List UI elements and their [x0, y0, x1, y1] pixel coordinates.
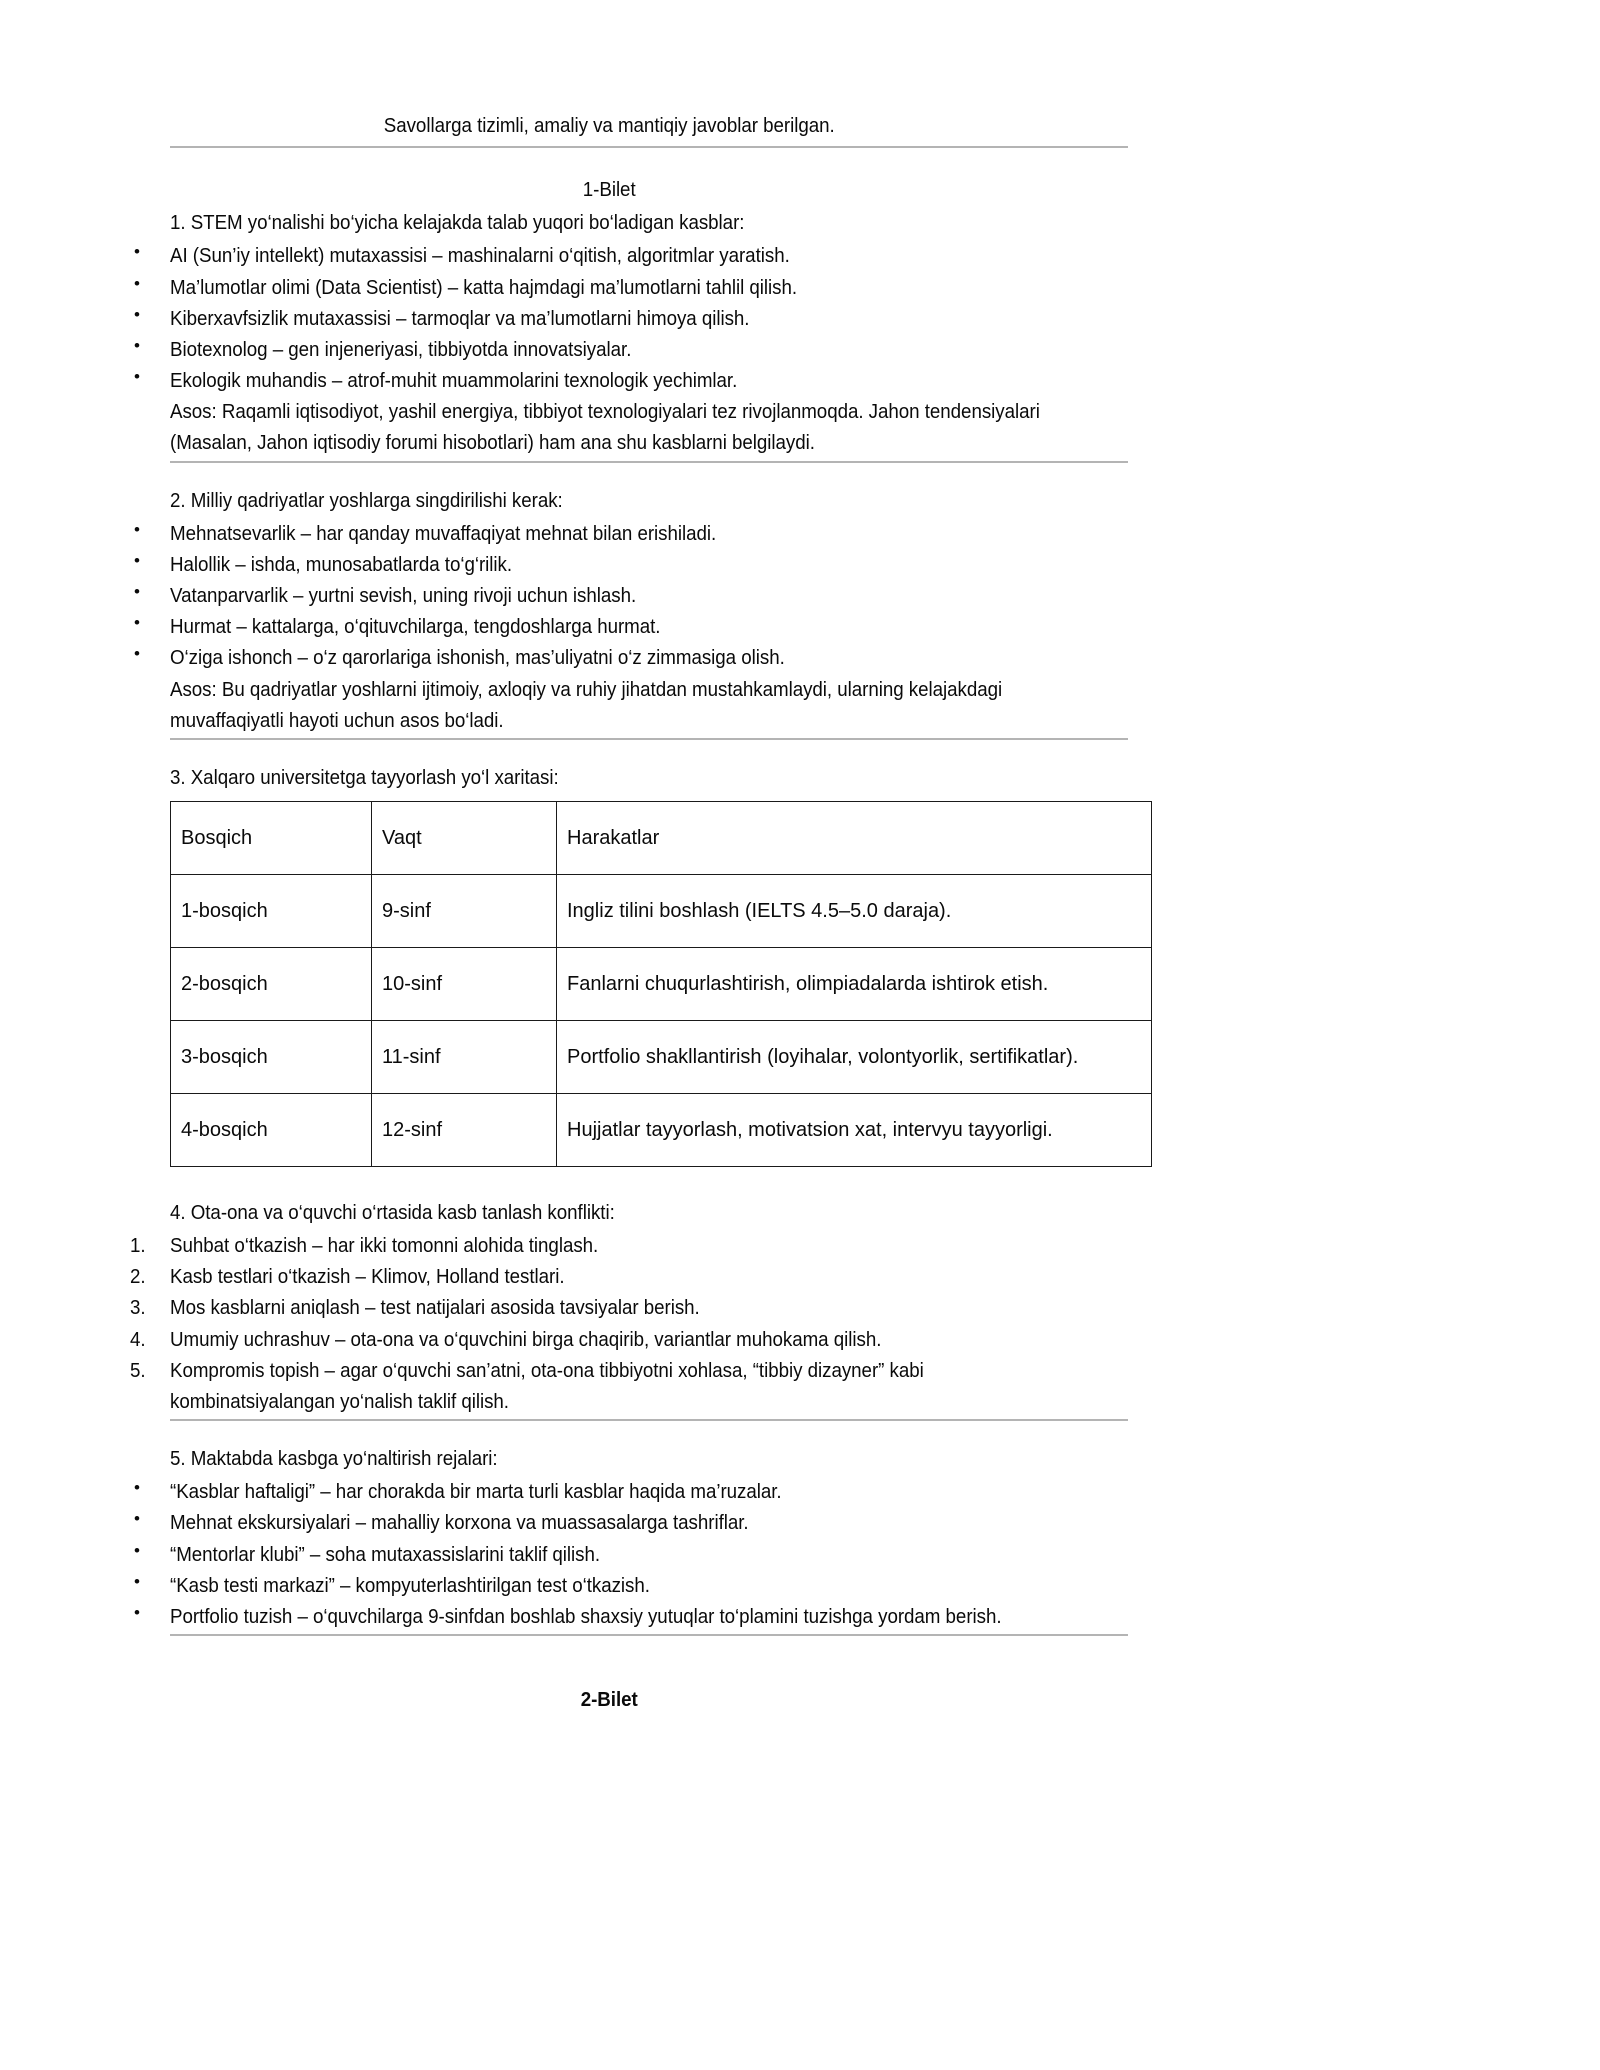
list-item — [134, 1570, 1130, 1601]
list-item — [134, 272, 1130, 303]
column-header-harakatlar: Harakatlar — [557, 801, 1152, 874]
list-item — [134, 1476, 1130, 1507]
list-item-label: AI (Sun’iy intellekt) mutaxassisi – mashinalarni o‘qitish, algoritmlar yaratish. — [170, 244, 790, 268]
list-item — [134, 1601, 1130, 1632]
list-item-label: O‘ziga ishonch – o‘z qarorlariga ishonish, mas’uliyatni o‘z zimmasiga olish. — [170, 646, 785, 670]
header-divider — [170, 146, 1128, 148]
section-1-note-line-2: (Masalan, Jahon iqtisodiy forumi hisobotlari) ham ana shu kasblarni belgilaydi. — [170, 431, 815, 455]
roadmap-table — [170, 801, 1152, 1167]
list-item — [134, 611, 1130, 642]
list-item-label: Biotexnolog – gen injeneriyasi, tibbiyotda innovatsiyalar. — [170, 337, 632, 361]
bullet-icon: • — [134, 367, 140, 387]
spacer — [170, 463, 1130, 485]
cell-time: 11-sinf — [372, 1020, 557, 1093]
list-item — [134, 1539, 1130, 1570]
list-item — [130, 1355, 1130, 1386]
bullet-icon: • — [134, 1571, 140, 1591]
list-item-label: Portfolio tuzish – o‘quvchilarga 9-sinfdan boshlab shaxsiy yutuqlar to‘plamini tuzishga yordam berish. — [170, 1604, 1002, 1628]
ticket-title: 1-Bilet — [582, 178, 636, 202]
list-item-number: 4. — [130, 1327, 146, 1351]
section-1-note-line-1: Asos: Raqamli iqtisodiyot, yashil energiya, tibbiyot texnologiyalari tez rivojlanmoqda. Jahon tendensiyalari — [170, 400, 1040, 424]
list-item — [134, 518, 1130, 549]
section-2-heading: 2. Milliy qadriyatlar yoshlarga singdirilishi kerak: — [170, 488, 563, 512]
column-header-bosqich: Bosqich — [171, 801, 372, 874]
list-item — [134, 334, 1130, 365]
bullet-icon: • — [134, 1509, 140, 1529]
section-2-note-line-1: Asos: Bu qadriyatlar yoshlarni ijtimoiy, axloqiy va ruhiy jihatdan mustahkamlaydi, ularning kelajakdagi — [170, 677, 1003, 701]
section-5-heading: 5. Maktabda kasbga yo‘naltirish rejalari: — [170, 1447, 498, 1471]
bullet-icon: • — [134, 582, 140, 602]
bullet-icon: • — [134, 519, 140, 539]
section-2-note-line-2: muvaffaqiyatli hayoti uchun asos bo‘ladi. — [170, 708, 504, 732]
list-item-label: Suhbat o‘tkazish – har ikki tomonni alohida tinglash. — [170, 1234, 599, 1258]
table-row — [171, 874, 1152, 947]
list-item — [134, 303, 1130, 334]
list-item-label: “Mentorlar klubi” – soha mutaxassislarini taklif qilish. — [170, 1542, 601, 1566]
spacer — [170, 1167, 1130, 1197]
cell-actions: Ingliz tilini boshlash (IELTS 4.5–5.0 daraja). — [557, 874, 1152, 947]
list-item-label: Mehnatsevarlik – har qanday muvaffaqiyat mehnat bilan erishiladi. — [170, 521, 717, 545]
bullet-icon: • — [134, 273, 140, 293]
list-item-label: “Kasblar haftaligi” – har chorakda bir marta turli kasblar haqida ma’ruzalar. — [170, 1480, 782, 1504]
list-item-number: 2. — [130, 1265, 146, 1289]
list-item-label: Vatanparvarlik – yurtni sevish, uning rivoji uchun ishlash. — [170, 584, 637, 608]
section-4-heading: 4. Ota-ona va o‘quvchi o‘rtasida kasb tanlash konflikti: — [170, 1200, 615, 1224]
bullet-icon: • — [134, 613, 140, 633]
section-4-numbered-list — [130, 1230, 1130, 1386]
cell-time: 12-sinf — [372, 1093, 557, 1166]
section-1-bullet-list — [134, 240, 1130, 396]
list-item-number: 3. — [130, 1296, 146, 1320]
list-item — [134, 1507, 1130, 1538]
section-2-bullet-list — [134, 518, 1130, 674]
section-5-bullet-list — [134, 1476, 1130, 1632]
cell-actions: Fanlarni chuqurlashtirish, olimpiadalarda ishtirok etish. — [557, 947, 1152, 1020]
footer-ticket-title: 2-Bilet — [580, 1688, 638, 1711]
section-1-heading: 1. STEM yo‘nalishi bo‘yicha kelajakda talab yuqori bo‘ladigan kasblar: — [170, 211, 745, 235]
list-item-label: Kiberxavfsizlik mutaxassisi – tarmoqlar va ma’lumotlarni himoya qilish. — [170, 306, 750, 330]
list-item-label: “Kasb testi markazi” – kompyuterlashtirilgan test o‘tkazish. — [170, 1573, 650, 1597]
cell-time: 9-sinf — [372, 874, 557, 947]
cell-time: 10-sinf — [372, 947, 557, 1020]
list-item — [134, 365, 1130, 396]
list-item-label: Hurmat – kattalarga, o‘qituvchilarga, tengdoshlarga hurmat. — [170, 615, 661, 639]
list-item-label: Mos kasblarni aniqlash – test natijalari asosida tavsiyalar berish. — [170, 1296, 700, 1320]
list-item-number: 5. — [130, 1358, 146, 1382]
cell-actions: Hujjatlar tayyorlash, motivatsion xat, intervyu tayyorligi. — [557, 1093, 1152, 1166]
bullet-icon: • — [134, 304, 140, 324]
list-item — [130, 1324, 1130, 1355]
list-item — [130, 1261, 1130, 1292]
list-item-label: Halollik – ishda, munosabatlarda to‘g‘rilik. — [170, 552, 513, 576]
list-item-label: Umumiy uchrashuv – ota-ona va o‘quvchini birga chaqirib, variantlar muhokama qilish. — [170, 1327, 882, 1351]
list-item-label: Kompromis topish – agar o‘quvchi san’atni, ota-ona tibbiyotni xohlasa, “tibbiy dizayner” kabi — [170, 1358, 924, 1382]
section-5-divider — [170, 1634, 1128, 1636]
cell-stage: 2-bosqich — [171, 947, 372, 1020]
list-item — [134, 642, 1130, 673]
list-item-label: Ma’lumotlar olimi (Data Scientist) – katta hajmdagi ma’lumotlarni tahlil qilish. — [170, 275, 798, 299]
bullet-icon: • — [134, 1602, 140, 1622]
table-row — [171, 947, 1152, 1020]
page-header-note: Savollarga tizimli, amaliy va mantiqiy javoblar berilgan. — [383, 114, 835, 137]
list-item-number: 1. — [130, 1234, 146, 1258]
column-header-vaqt: Vaqt — [372, 801, 557, 874]
list-item — [130, 1230, 1130, 1261]
list-item-label: Kasb testlari o‘tkazish – Klimov, Holland testlari. — [170, 1265, 565, 1289]
bullet-icon: • — [134, 335, 140, 355]
list-item — [134, 580, 1130, 611]
list-item — [134, 240, 1130, 271]
table-row — [171, 1093, 1152, 1166]
list-item-label: Mehnat ekskursiyalari – mahalliy korxona va muassasalarga tashriflar. — [170, 1511, 749, 1535]
table-row — [171, 1020, 1152, 1093]
cell-stage: 1-bosqich — [171, 874, 372, 947]
section-3-heading: 3. Xalqaro universitetga tayyorlash yo‘l xaritasi: — [170, 765, 559, 789]
cell-actions: Portfolio shakllantirish (loyihalar, volontyorlik, sertifikatlar). — [557, 1020, 1152, 1093]
list-item — [134, 549, 1130, 580]
bullet-icon: • — [134, 1540, 140, 1560]
bullet-icon: • — [134, 644, 140, 664]
document-body — [130, 110, 1130, 1715]
list-item — [130, 1292, 1130, 1323]
cell-stage: 3-bosqich — [171, 1020, 372, 1093]
cell-stage: 4-bosqich — [171, 1093, 372, 1166]
section-4-item5-continuation: kombinatsiyalangan yo‘nalish taklif qilish. — [170, 1389, 509, 1413]
bullet-icon: • — [134, 550, 140, 570]
spacer — [170, 1421, 1130, 1443]
bullet-icon: • — [134, 242, 140, 262]
spacer — [170, 740, 1130, 762]
list-item-label: Ekologik muhandis – atrof-muhit muammolarini texnologik yechimlar. — [170, 369, 738, 393]
table-header-row — [171, 801, 1152, 874]
bullet-icon: • — [134, 1478, 140, 1498]
